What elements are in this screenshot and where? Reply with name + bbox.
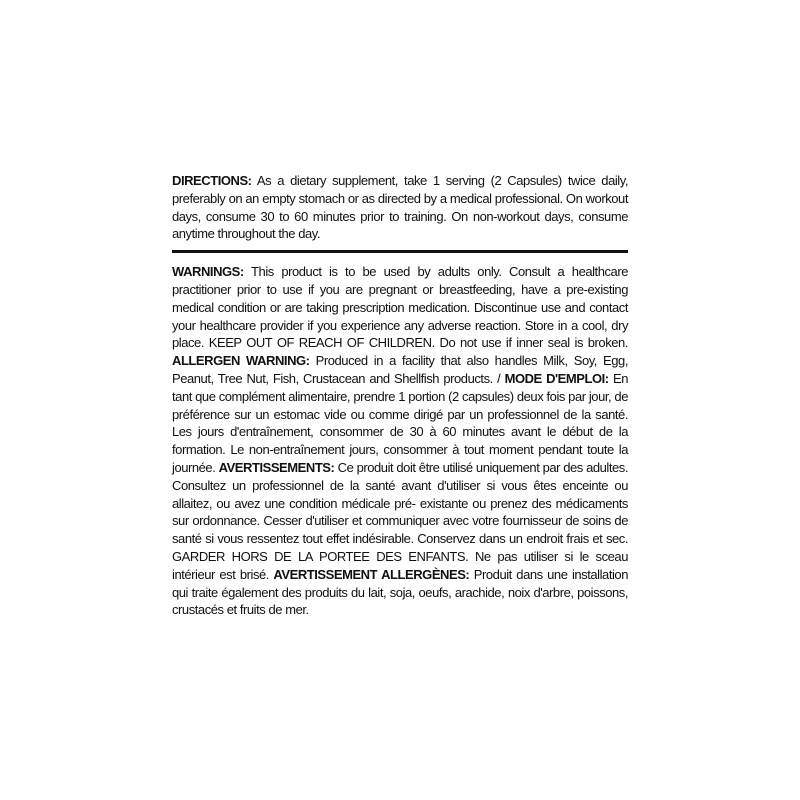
directions-section [172, 172, 628, 243]
warnings-heading: WARNINGS: [172, 264, 244, 280]
allergen-warning-text: Produced in a facility that also handles Milk, Soy, Egg, Peanut, Tree Nut, Fish, Crustacean and Shellfish products. / [172, 353, 629, 386]
directions-heading: DIRECTIONS: [172, 173, 252, 188]
avertissements-heading: AVERTISSEMENTS: [218, 459, 335, 475]
avertissement-allergenes-text: Produit dans une installation qui traite également des produits du lait, soja, oeufs, arachide, noix d'arbre, poissons, crustacés et fruits de mer. [172, 566, 628, 618]
mode-emploi-heading: MODE D'EMPLOI: [504, 370, 609, 386]
section-divider [172, 250, 628, 253]
avertissements-text: Ce produit doit être utilisé uniquement par des adultes. Consultez un professionnel de la santé avant d'utiliser si vous êtes enceinte ou allaitez, ou avez une condition médicale pré- existante ou prenez des médicaments sur ordonnance. Cesser d'utiliser et communiquer avec votre fournisseur de soins de santé si vous ressentez tout effet indésirable. Conservez dans un endroit frais et sec. GARDER HORS DE LA PORTEE DES ENFANTS. Ne pas utiliser si le sceau intérieur est brisé. [172, 459, 628, 582]
avertissement-allergenes-heading: AVERTISSEMENT ALLERGÈNES: [273, 566, 470, 582]
allergen-warning-heading: ALLERGEN WARNING: [172, 353, 310, 369]
warnings-text: This product is to be used by adults only. Consult a healthcare practitioner prior to use if you are pregnant or breastfeeding, have a pre-existing medical condition or are taking prescription medication. Discontinue use and contact your healthcare provider if you experience any adverse reaction. Store in a cool, dry place. KEEP OUT OF REACH OF CHILDREN. Do not use if inner seal is broken. [172, 264, 628, 351]
directions-text: As a dietary supplement, take 1 serving (2 Capsules) twice daily, preferably on an empty stomach or as directed by a medical professional. On workout days, consume 30 to 60 minutes prior to training. On non-workout days, consume anytime throughout the day. [172, 173, 628, 242]
mode-emploi-text: En tant que complément alimentaire, prendre 1 portion (2 capsules) deux fois par jour, de préférence sur un estomac vide ou comme dirigé par un professionnel de la santé. Les jours d'entraînement, consommer de 30 à 60 minutes avant le début de la formation. Le non-entraînement jours, consommer à tout moment pendant toute la journée. [172, 370, 628, 475]
supplement-label-panel [172, 172, 628, 619]
warnings-section [172, 263, 628, 619]
